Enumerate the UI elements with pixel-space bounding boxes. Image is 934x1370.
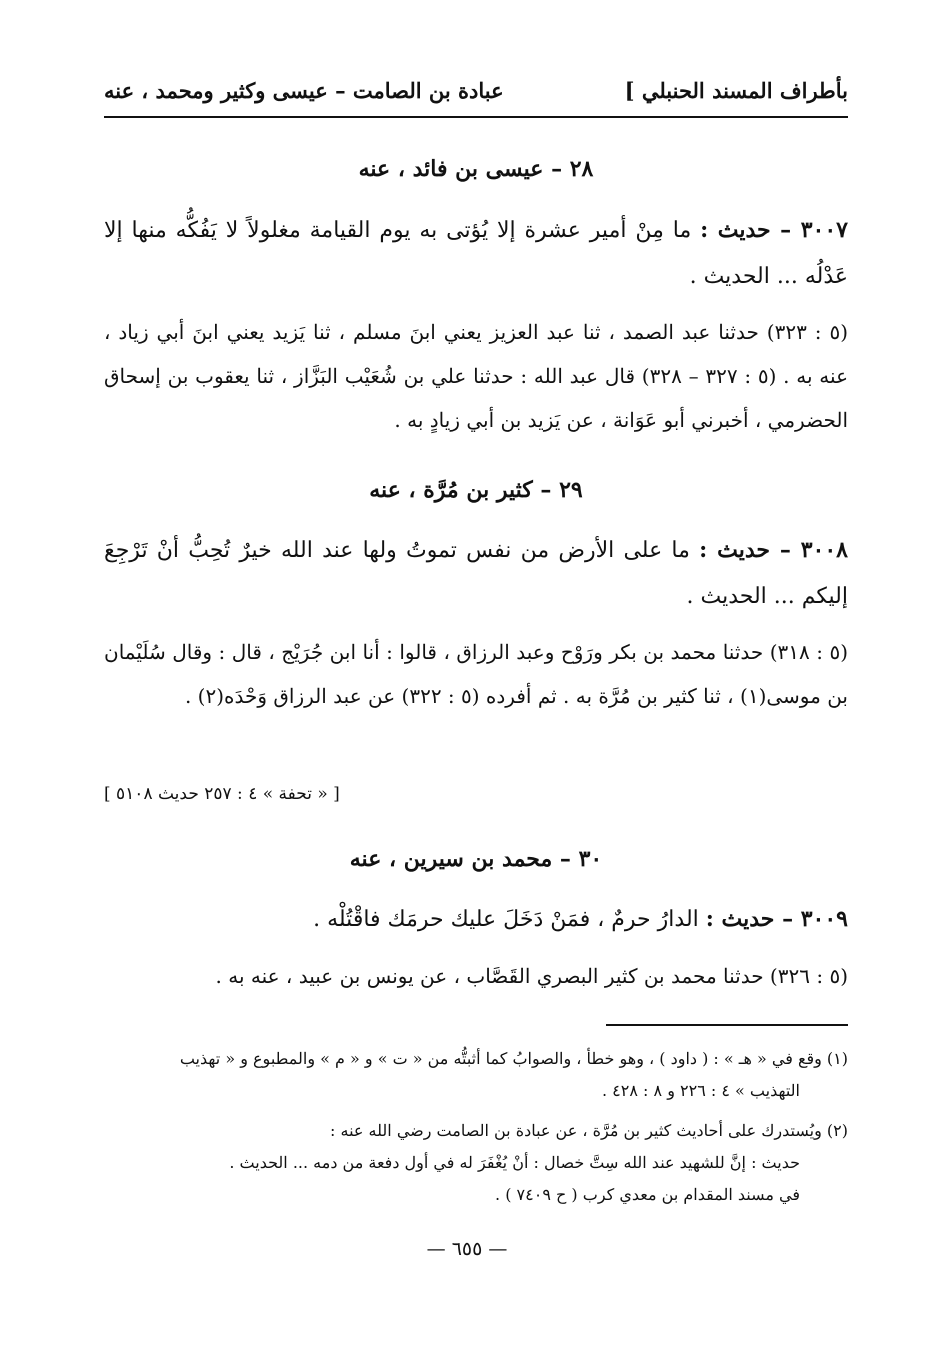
hadith-number: ٣٠٠٨ – حديث : <box>699 537 848 563</box>
page-number: — ٦٥٥ — <box>426 1238 508 1260</box>
footnote-2-line-1: (٢) ويُستدرك على أحاديث كثير بن مُرَّة ، عن عبادة بن الصامت رضي الله عنه : <box>330 1121 848 1140</box>
footnote-1-line-1: (١) وقع في « هـ » : ( داود ) ، وهو خطأ ، والصوابُ كما أثبتُّه من « ت » و « م » والمطبوع و « تهذيب <box>179 1049 848 1068</box>
header-book-title: بأطراف المسند الحنبلي ] <box>624 78 848 103</box>
hadith-3009 <box>104 896 848 943</box>
section-title-28: ٢٨ – عيسى بن فائد ، عنه <box>358 156 594 182</box>
hadith-text: ما على الأرض من نفس تموتُ ولها عند الله خيرٌ تُحِبُّ أنْ تَرْجِعَ إليكم ... الحديث . <box>104 538 848 609</box>
footnote-2 <box>104 1115 848 1211</box>
hadith-3008 <box>104 527 848 620</box>
isnad-3008: (٥ : ٣١٨) حدثنا محمد بن بكر ورَوْح وعبد الرزاق ، قالوا : أنا ابن جُرَيْج ، قال : وقال سُلَيْمان بن موسى(١) ، ثنا كثير بن مُرَّة به . ثم أفرده (٥ : ٣٢٢) عن عبد الرزاق وَحْدَه(٢) . <box>104 640 849 708</box>
section-title-30: ٣٠ – محمد بن سيرين ، عنه <box>349 846 603 872</box>
footnote-divider <box>606 1024 848 1026</box>
isnad-3009: (٥ : ٣٢٦) حدثنا محمد بن كثير البصري القَصَّاب ، عن يونس بن عبيد ، عنه به . <box>215 964 848 988</box>
header-running-title-rest: – عيسى وكثير ومحمد ، عنه <box>104 78 353 103</box>
footnote-1 <box>104 1043 848 1107</box>
hadith-text: الدارُ حرمٌ ، فمَنْ دَخَلَ عليك حرمَك فاقْتُلْه . <box>313 907 706 932</box>
footnote-1-line-2: التهذيب » ٤ : ٢٢٦ و ٨ : ٤٢٨ . <box>602 1081 800 1100</box>
footnote-2-line-2: حديث : إنَّ للشهيد عند الله سِتَّ خصال : أنْ يُغْفَرَ له في أول دفعة من دمه ... الحديث . <box>229 1153 800 1172</box>
hadith-3007 <box>104 207 848 300</box>
section-title-29: ٢٩ – كثير بن مُرَّة ، عنه <box>369 477 583 503</box>
hadith-number: ٣٠٠٧ – حديث : <box>700 217 848 243</box>
header-running-title <box>104 78 504 103</box>
header-divider <box>104 116 848 118</box>
hadith-number: ٣٠٠٩ – حديث : <box>705 906 848 932</box>
isnad-3007: (٥ : ٣٢٣) حدثنا عبد الصمد ، ثنا عبد العزيز يعني ابنَ مسلم ، ثنا يَزيد يعني ابنَ أبي زياد ، عنه به . (٥ : ٣٢٧ – ٣٢٨) قال عبد الله : حدثنا علي بن شُعَيْب البَزَّاز ، ثنا يعقوب بن إسحاق الحضرمي ، أخبرني أبو عَوَانة ، عن يَزيد بن أبي زيادٍ به . <box>104 320 848 432</box>
hadith-text: ما مِنْ أمير عشرة إلا يُؤتى به يوم القيامة مغلولاً لا يَفُكُّه منها إلا عَدْلُه ... الحديث . <box>104 218 848 289</box>
tuhfa-reference: [ « تحفة » ٤ : ٢٥٧ حديث ٥١٠٨ ] <box>104 784 340 804</box>
header-running-title-bold: عبادة بن الصامت <box>352 78 504 103</box>
running-header <box>104 78 848 103</box>
footnote-2-line-3: في مسند المقدام بن معدي كرب ( ح ٧٤٠٩ ) . <box>495 1185 800 1204</box>
